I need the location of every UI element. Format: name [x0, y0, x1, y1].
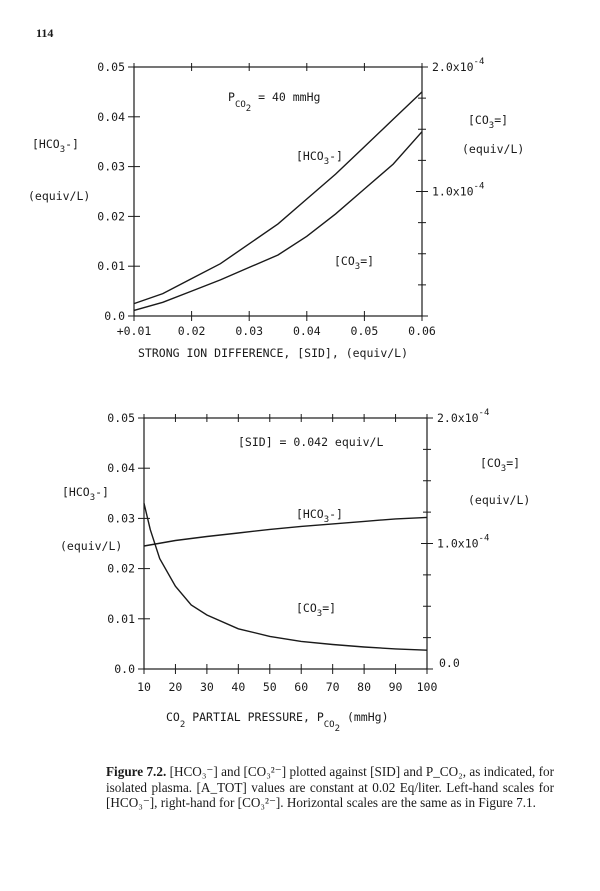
- x-tick-label: 10: [137, 680, 151, 694]
- x-tick-label: 0.03: [235, 324, 264, 338]
- right-axis-unit: (equiv/L): [462, 142, 525, 156]
- x-tick-label: 0.02: [177, 324, 206, 338]
- left-axis-unit: (equiv/L): [28, 189, 91, 203]
- series-label-hco3: $[HCO_3-]$: [296, 507, 343, 525]
- left-tick-label: 0.02: [107, 561, 135, 576]
- x-tick-label: 40: [231, 680, 246, 694]
- left-tick-label: 0.02: [97, 209, 125, 224]
- caption-text: [HCO₃⁻] and [CO₃²⁻] plotted against [SID] and P_CO₂, as indicated, for isolated plasma. [A_TOT] values are constant at 0.02 Eq/liter. Left-hand scales for [HCO₃⁻], right-hand for [CO₃²⁻]. Horizontal scales are the same as in Figure 7.1.: [106, 764, 555, 810]
- left-axis-label: $[HCO_3-]$: [32, 137, 79, 155]
- x-tick-label: +0.01: [116, 324, 152, 338]
- x-tick-label: 30: [199, 680, 214, 694]
- x-tick-label: 60: [294, 680, 309, 694]
- chart-pco2: [0, 390, 600, 750]
- left-tick-label: 0.04: [107, 461, 135, 476]
- left-tick-label: 0.03: [97, 159, 125, 174]
- left-tick-label: 0.05: [97, 60, 125, 74]
- left-axis-label: $[HCO_3-]$: [62, 485, 109, 503]
- x-tick-label: 0.04: [292, 324, 321, 338]
- series-line-hco3: [134, 92, 422, 304]
- pco2-annotation: $P_{CO2} = 40$ mmHg: [228, 90, 321, 114]
- right-tick-label: 0.0: [439, 656, 460, 670]
- left-tick-label: 0.01: [97, 259, 125, 274]
- x-tick-label: 0.05: [350, 324, 379, 338]
- left-tick-label: 0.0: [114, 662, 135, 676]
- x-tick-label: 70: [325, 680, 340, 694]
- x-tick-label: 100: [416, 680, 438, 694]
- right-tick-label: $1.0x10^{-4}$: [437, 533, 490, 551]
- series-label-hco3: $[HCO_3-]$: [296, 149, 343, 167]
- left-tick-label: 0.01: [107, 611, 135, 626]
- left-tick-label: 0.0: [104, 309, 125, 323]
- x-axis-label: $CO_2$ PARTIAL PRESSURE, $P_{CO2}$ (mmHg): [166, 710, 389, 734]
- x-tick-label: 20: [168, 680, 183, 694]
- series-label-co3: $[CO_3=]$: [296, 601, 337, 619]
- right-tick-label: $1.0x10^{-4}$: [432, 181, 485, 199]
- plot-frame: [134, 67, 422, 316]
- plot-frame: [144, 418, 427, 669]
- x-tick-label: 90: [388, 680, 403, 694]
- right-axis-label: $[CO_3=]$: [468, 113, 509, 131]
- sid-annotation: [SID] = 0.042 equiv/L: [238, 435, 384, 449]
- right-tick-label: $2.0x10^{-4}$: [432, 57, 485, 74]
- series-line-co3: [144, 503, 427, 650]
- x-tick-label: 80: [357, 680, 372, 694]
- right-axis-label: $[CO_3=]$: [480, 456, 521, 474]
- right-tick-label: $2.0x10^{-4}$: [437, 408, 490, 425]
- caption-label: Figure 7.2.: [106, 764, 167, 779]
- x-tick-label: 50: [262, 680, 277, 694]
- x-tick-label: 0.06: [408, 324, 436, 338]
- chart-sid: [0, 0, 600, 380]
- left-tick-label: 0.03: [107, 511, 135, 526]
- series-line-co3: [134, 132, 422, 311]
- figure-caption: [106, 764, 554, 811]
- series-label-co3: $[CO_3=]$: [334, 254, 375, 272]
- left-axis-unit: (equiv/L): [60, 539, 123, 553]
- left-tick-label: 0.05: [107, 411, 135, 425]
- left-tick-label: 0.04: [97, 109, 125, 124]
- right-axis-unit: (equiv/L): [468, 493, 531, 507]
- x-axis-label: STRONG ION DIFFERENCE, [SID], (equiv/L): [138, 346, 409, 360]
- series-line-hco3: [144, 517, 427, 546]
- page-number: 114: [36, 26, 54, 40]
